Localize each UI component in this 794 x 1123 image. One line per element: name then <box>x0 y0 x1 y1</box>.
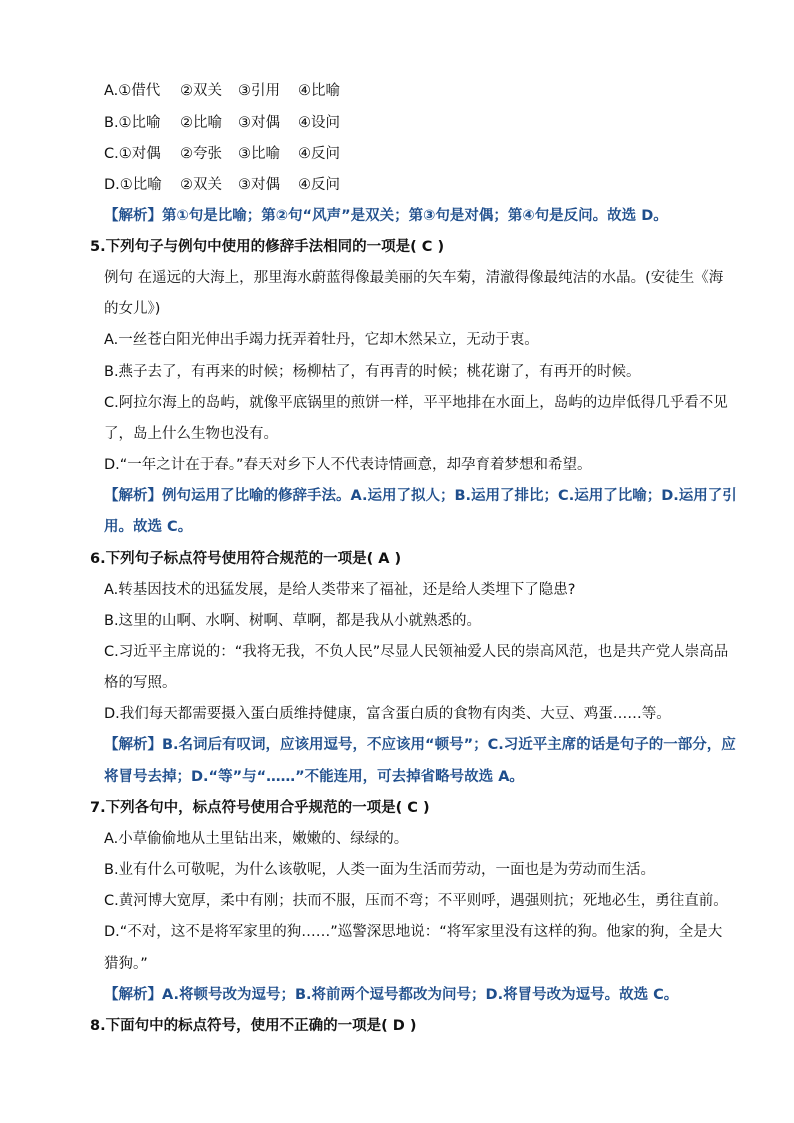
q5-stem: 5.下列句子与例句中使用的修辞手法相同的一项是( C ) <box>90 239 445 255</box>
q4-option-b <box>0 113 794 133</box>
option-part: ③引用 <box>238 83 280 99</box>
option-part: ④反问 <box>298 177 340 193</box>
q7-option-d-line1: D.“不对，这不是将军家里的狗……”巡警深思地说：“将军家里没有这样的狗。他家的狗，全是大 <box>104 924 723 940</box>
q7-analysis: 【解析】A.将顿号改为逗号；B.将前两个逗号都改为问号；D.将冒号改为逗号。故选 C。 <box>104 987 679 1003</box>
q7-option-b: B.业有什么可敬呢，为什么该敬呢，人类一面为生活而劳动，一面也是为劳动而生活。 <box>104 862 656 878</box>
q6-analysis-line2: 将冒号去掉；D.“等”与“……”不能连用，可去掉省略号故选 A。 <box>104 769 524 785</box>
q7-stem: 7.下列各句中，标点符号使用合乎规范的一项是( C ) <box>90 800 430 816</box>
q5-example-line2: 的女儿》) <box>104 301 161 317</box>
option-part: ④设问 <box>298 115 340 131</box>
q7-option-c: C.黄河博大宽厚，柔中有刚；扶而不服，压而不弯；不平则呼，遇强则抗；死地必生，勇往直前。 <box>104 893 728 909</box>
q6-analysis-line1: 【解析】B.名词后有叹词，应该用逗号，不应该用“顿号”；C.习近平主席的话是句子的一部分，应 <box>104 737 736 753</box>
q5-analysis-line1: 【解析】例句运用了比喻的修辞手法。A.运用了拟人；B.运用了排比；C.运用了比喻；D.运用了引 <box>104 488 737 504</box>
option-part: ②比喻 <box>180 115 222 131</box>
q5-option-c-line2: 了，岛上什么生物也没有。 <box>104 426 278 442</box>
q6-option-b: B.这里的山啊、水啊、树啊、草啊，都是我从小就熟悉的。 <box>104 613 482 629</box>
q4-analysis: 【解析】第①句是比喻；第②句“风声”是双关；第③句是对偶；第④句是反问。故选 D。 <box>104 208 668 224</box>
q4-option-a <box>0 81 794 101</box>
q6-stem: 6.下列句子标点符号使用符合规范的一项是( A ) <box>90 551 402 567</box>
option-part: ②夸张 <box>180 146 222 162</box>
q5-option-d: D.“一年之计在于春。”春天对乡下人不代表诗情画意，却孕育着梦想和希望。 <box>104 457 592 473</box>
q4-option-c <box>0 144 794 164</box>
option-part: ④反问 <box>298 146 340 162</box>
q7-option-d-line2: 猎狗。” <box>104 956 148 972</box>
option-part: ④比喻 <box>298 83 340 99</box>
option-part: B.①比喻 <box>104 115 161 131</box>
q5-analysis-line2: 用。故选 C。 <box>104 519 193 535</box>
q5-example-line1: 例句 在遥远的大海上，那里海水蔚蓝得像最美丽的矢车菊，清澈得像最纯洁的水晶。(安徒生《海 <box>104 270 724 286</box>
q6-option-a: A.转基因技术的迅猛发展，是给人类带来了福祉，还是给人类埋下了隐患? <box>104 582 576 598</box>
option-part: C.①对偶 <box>104 146 161 162</box>
option-part: ②双关 <box>180 83 222 99</box>
option-part: ②双关 <box>180 177 222 193</box>
q7-option-a: A.小草偷偷地从土里钻出来，嫩嫩的、绿绿的。 <box>104 831 409 847</box>
q6-option-c-line2: 格的写照。 <box>104 675 177 691</box>
option-part: ③比喻 <box>238 146 280 162</box>
q6-option-c-line1: C.习近平主席说的：“我将无我，不负人民”尽显人民领袖爱人民的崇高风范，也是共产党人崇高品 <box>104 644 729 660</box>
q5-option-a: A.一丝苍白阳光伸出手竭力抚弄着牡丹，它却木然呆立，无动于衷。 <box>104 332 539 348</box>
q4-option-d <box>0 175 794 195</box>
q8-stem: 8.下面句中的标点符号，使用不正确的一项是( D ) <box>90 1018 417 1034</box>
option-part: ③对偶 <box>238 115 280 131</box>
q5-option-b: B.燕子去了，有再来的时候；杨柳枯了，有再青的时候；桃花谢了，有再开的时候。 <box>104 364 641 380</box>
option-part: ③对偶 <box>238 177 280 193</box>
q6-option-d: D.我们每天都需要摄入蛋白质维持健康，富含蛋白质的食物有肉类、大豆、鸡蛋……等。 <box>104 706 671 722</box>
option-part: D.①比喻 <box>104 177 162 193</box>
option-part: A.①借代 <box>104 83 161 99</box>
q5-option-c-line1: C.阿拉尔海上的岛屿，就像平底锅里的煎饼一样，平平地排在水面上，岛屿的边岸低得几乎看不见 <box>104 395 728 411</box>
